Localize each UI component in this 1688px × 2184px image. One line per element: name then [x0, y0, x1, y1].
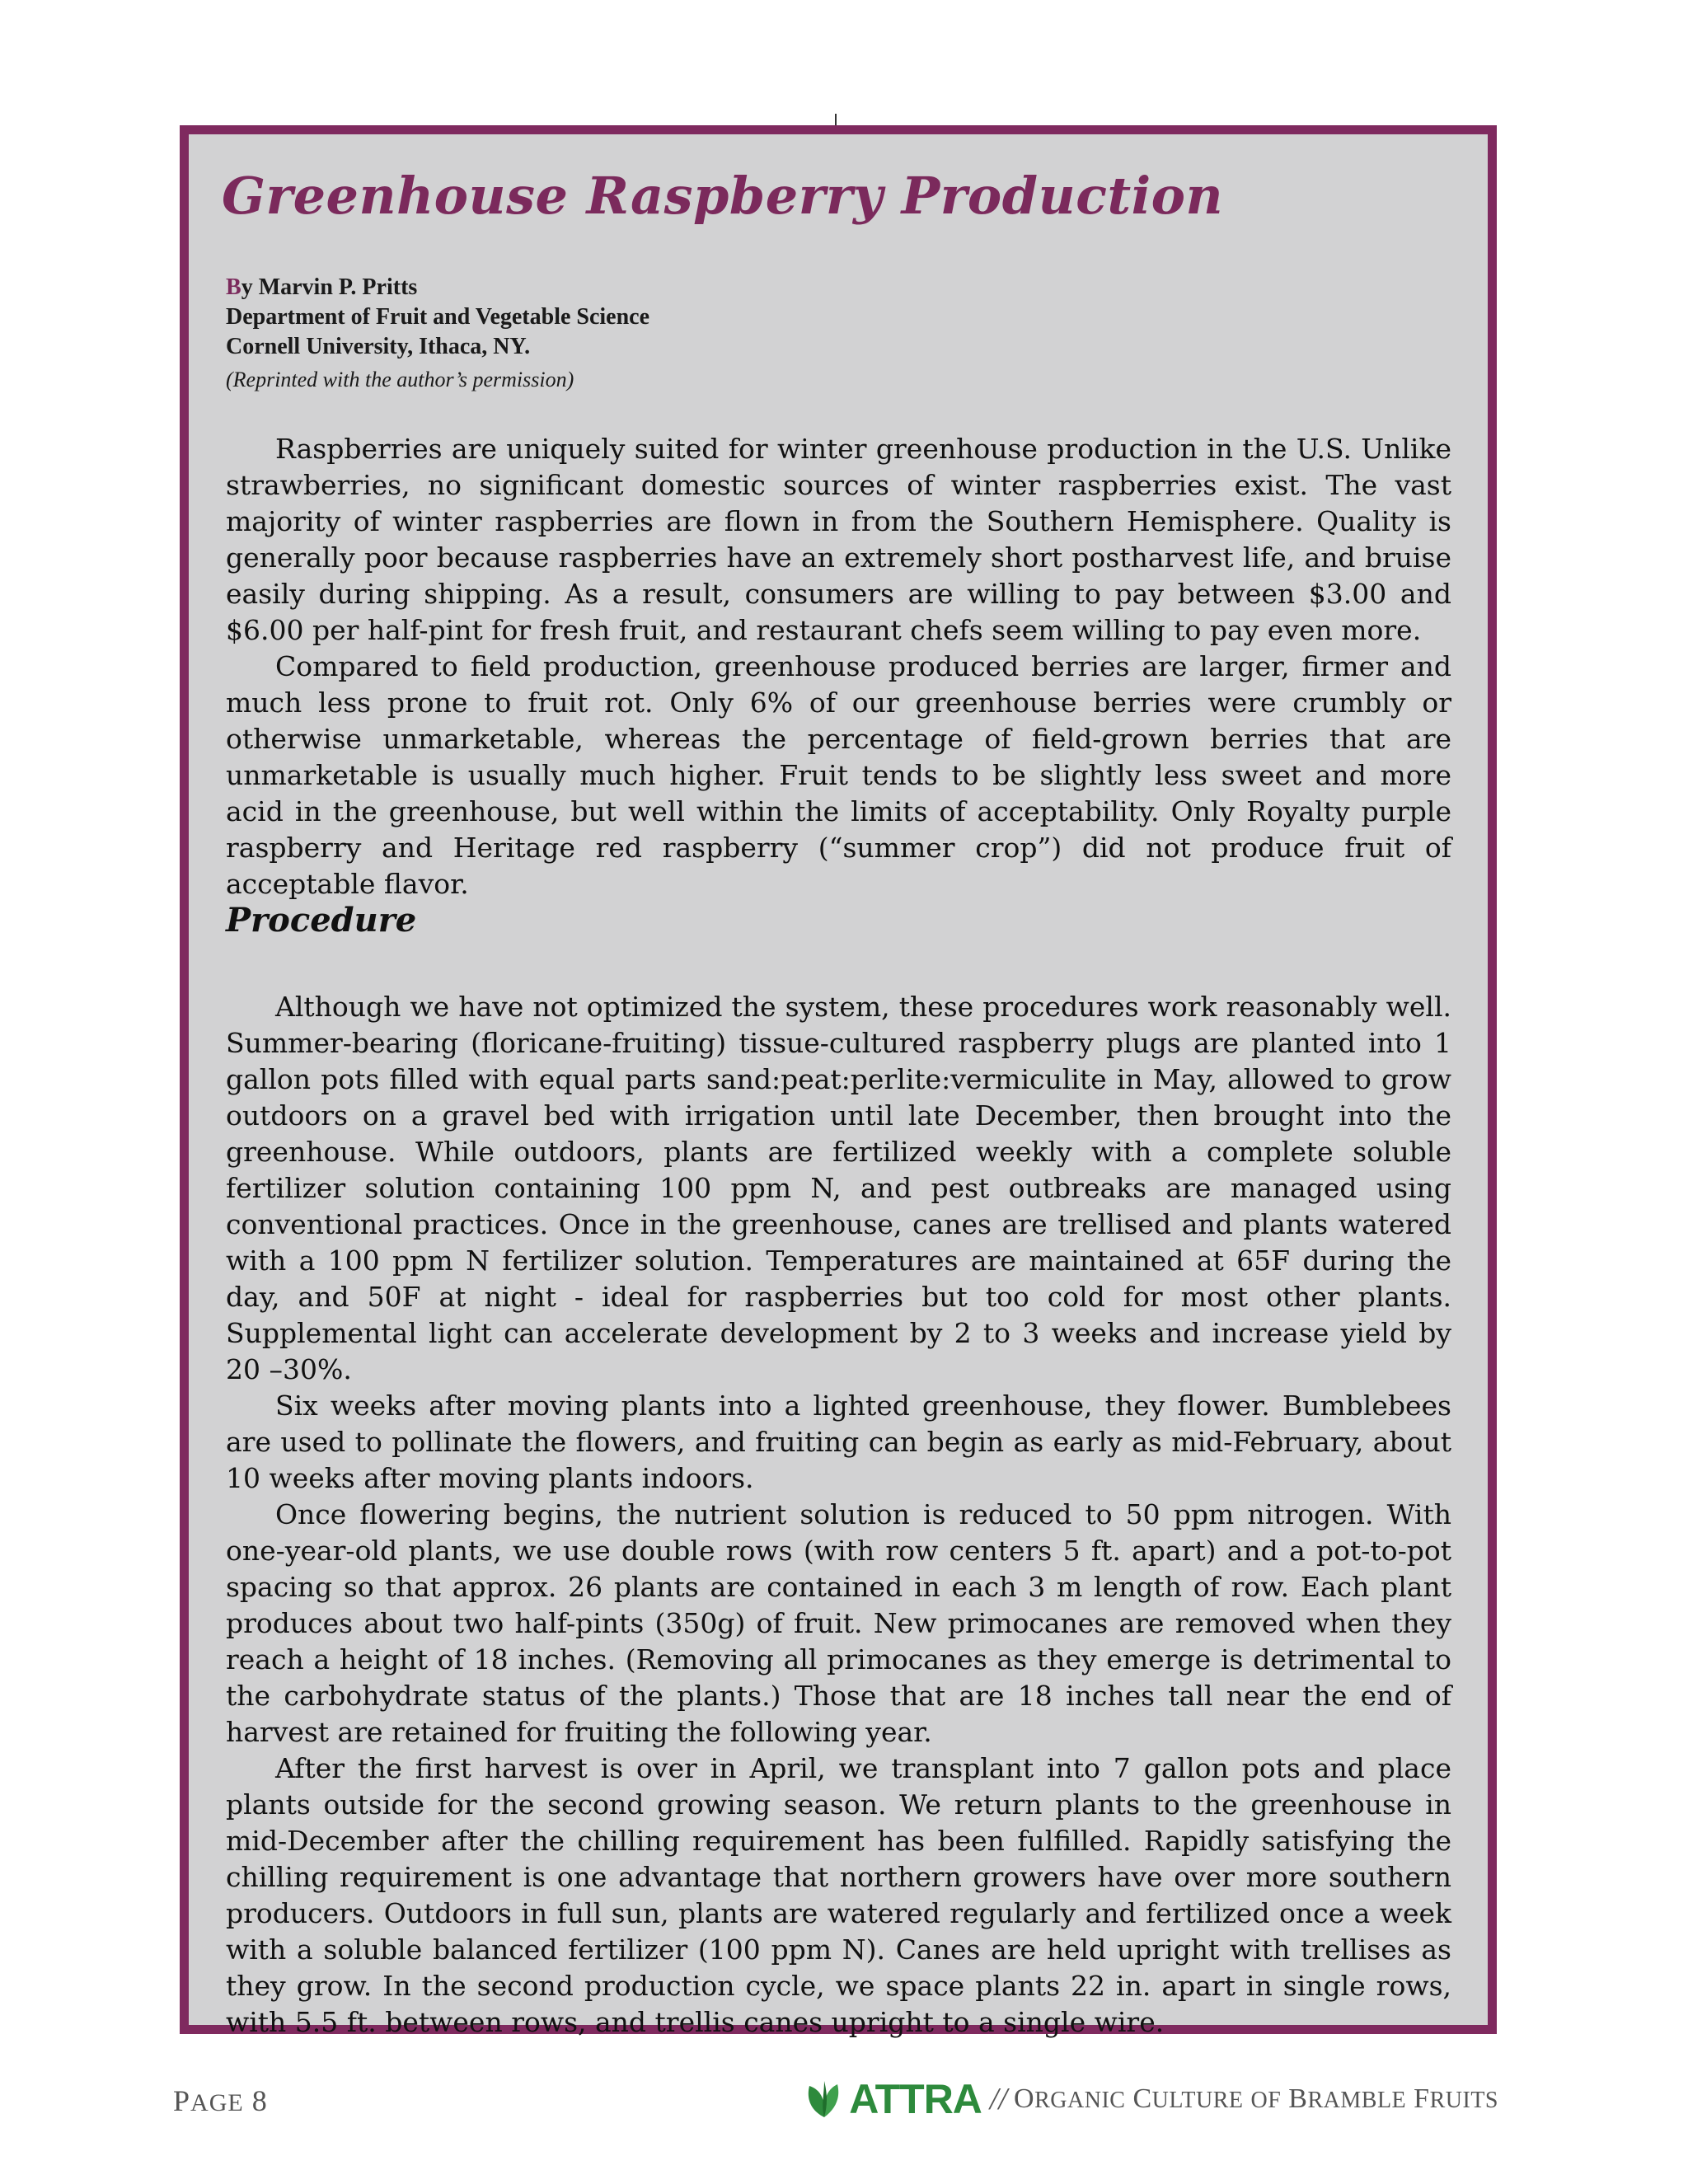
pub-cap: B — [1288, 2083, 1308, 2114]
paragraph: Six weeks after moving plants into a lighted greenhouse, they flower. Bumblebees are used to pollinate the flowers, and fruiting can begin as early as mid-February, about 10 weeks after moving plants indoors. — [226, 1390, 1451, 1494]
brand-logo-text: ATTRA — [849, 2076, 982, 2122]
article-title: Greenhouse Raspberry Production — [222, 166, 1224, 226]
article-box — [180, 125, 1497, 2038]
separator: // — [989, 2082, 1008, 2116]
pub-rest: RAMBLE — [1307, 2088, 1407, 2113]
page-label-first: P — [173, 2084, 191, 2117]
page-label-rest: AGE — [190, 2089, 244, 2116]
pub-rest: ULTURE — [1151, 2088, 1244, 2113]
page-number-label — [173, 2083, 268, 2118]
paragraph: After the first harvest is over in April, we transplant into 7 gallon pots and place plants outside for the second growing season. We return plants to the greenhouse in mid-December after the chilling requirement has been fulfilled. Rapidly satisfying the chilling requirement is one advantage that northern growers have over more southern producers. Outdoors in full sun, plants are watered regularly and fertilized once a week with a soluble balanced fertilizer (100 ppm N). Canes are held upright with trellises as they grow. In the second production cycle, we space plants 22 in. apart in single rows, with 5.5 ft. between rows, and trellis canes upright to a single wire. — [226, 1752, 1451, 2038]
department: Department of Fruit and Vegetable Science — [226, 304, 650, 330]
pub-cap: O — [1014, 2083, 1035, 2114]
byline-initial: B — [226, 274, 241, 300]
section-heading-procedure: Procedure — [226, 901, 417, 940]
reprint-note: (Reprinted with the author’s permission) — [226, 368, 574, 391]
footer-brand — [803, 2075, 1498, 2123]
author-name: y Marvin P. Pritts — [241, 274, 418, 300]
author-line — [226, 273, 649, 302]
intro-section — [226, 431, 1451, 902]
publication-title — [1014, 2083, 1498, 2115]
paragraph: Although we have not optimized the system, these procedures work reasonably well. Summer-bearing (floricane-fruiting) tissue-cultured raspberry plugs are planted into 1 gallon pots filled with equal parts sand:peat:perlite:vermiculite in May, allowed to grow outdoors on a gravel bed with irrigation until late December, then brought into the greenhouse. While outdoors, plants are fertilized weekly with a complete soluble fertilizer solution containing 100 ppm N, and pest outbreaks are managed using conventional practices. Once in the greenhouse, canes are trellised and plants watered with a 100 ppm N fertilizer solution. Temperatures are maintained at 65F during the day, and 50F at night - ideal for raspberries but too cold for most other plants. Supplemental light can accelerate development by 2 to 3 weeks and increase yield by 20 –30%. — [226, 991, 1451, 1385]
byline — [226, 273, 649, 395]
paragraph: Raspberries are uniquely suited for winter greenhouse production in the U.S. Unlike strawberries, no significant domestic sources of winter raspberries exist. The vast majority of winter raspberries are flown in from the Southern Hemisphere. Quality is generally poor because raspberries have an extremely short postharvest life, and bruise easily during shipping. As a result, consumers are willing to pay between $3.00 and $6.00 per half-pint for fresh fruit, and restaurant chefs seem willing to pay even more. — [226, 433, 1451, 646]
paragraph: Once flowering begins, the nutrient solution is reduced to 50 ppm nitrogen. With one-year-old plants, we use double rows (with row centers 5 ft. apart) and a pot-to-pot spacing so that approx. 26 plants are contained in each 3 m length of row. Each plant produces about two half-pints (350g) of fruit. New primocanes are removed when they reach a height of 18 inches. (Removing all primocanes as they emerge is detrimental to the carbohydrate status of the plants.) Those that are 18 inches tall near the end of harvest are retained for fruiting the following year. — [226, 1498, 1451, 1748]
pub-rest: RGANIC — [1034, 2088, 1126, 2113]
pub-cap: C — [1132, 2083, 1152, 2114]
pub-cap: F — [1414, 2083, 1430, 2114]
leaf-icon — [803, 2078, 846, 2121]
pub-rest: OF — [1250, 2088, 1282, 2113]
paragraph: Compared to field production, greenhouse produced berries are larger, firmer and much less prone to fruit rot. Only 6% of our greenhouse berries were crumbly or otherwise unmarketable, whereas the percentage of field-grown berries that are unmarketable is usually much higher. Fruit tends to be slightly less sweet and more acid in the greenhouse, but well within the limits of acceptability. Only Royalty purple raspberry and Heritage red raspberry (“summer crop”) did not produce fruit of acceptable flavor. — [226, 650, 1451, 900]
university: Cornell University, Ithaca, NY. — [226, 334, 531, 359]
page-number: 8 — [251, 2084, 268, 2117]
pub-rest: RUITS — [1429, 2088, 1498, 2113]
procedure-section — [226, 989, 1451, 2041]
